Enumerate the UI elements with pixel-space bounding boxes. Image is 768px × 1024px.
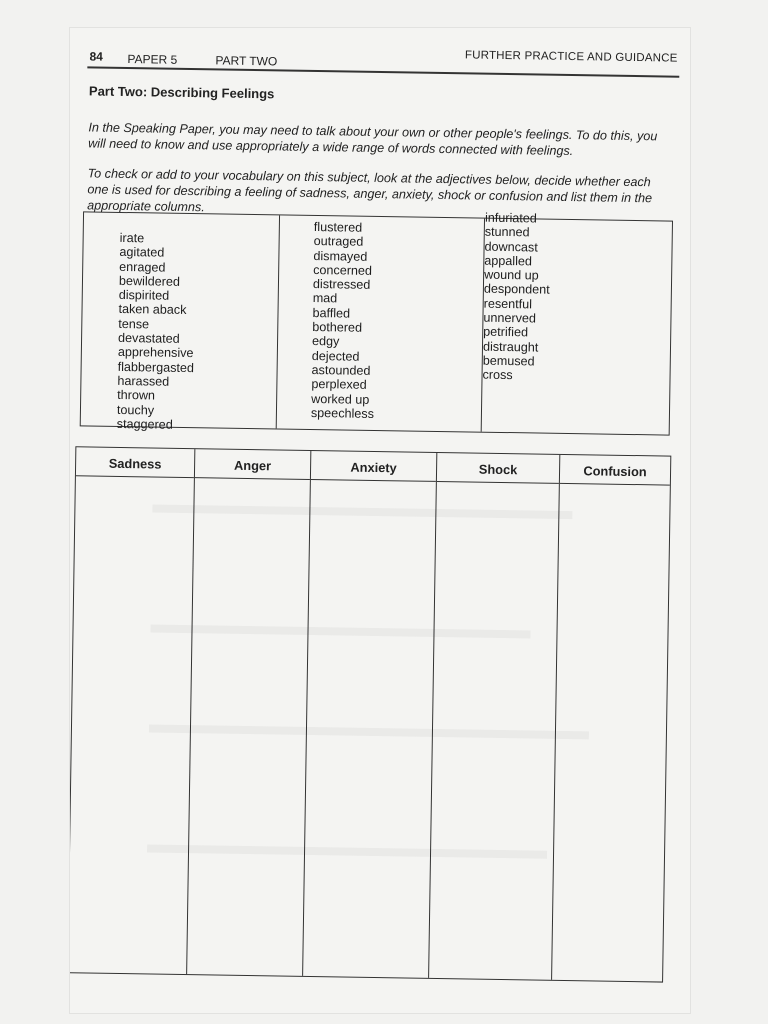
adjective: bemused [482,353,535,369]
adjective: apprehensive [117,345,194,361]
adjective: dismayed [313,248,368,264]
adjective: devastated [117,331,180,346]
page-number: 84 [89,49,103,64]
adjective: perplexed [311,377,367,393]
adjective: dispirited [118,288,170,303]
category-column-anger [186,449,310,976]
answer-cell[interactable] [70,477,194,974]
adjective: flabbergasted [117,359,195,375]
category-table [70,446,671,982]
adjective: distraught [482,339,539,355]
adjective: concerned [313,262,373,278]
instruction-paragraph: To check or add to your vocabulary on this subject, look at the adjectives below, decide whether each one is used for describing a feeling of sadness, anger, anxiety, shock or confusion and list them in the appropriate columns. [87,166,653,215]
adjective-column-1 [81,212,279,432]
category-header: Anger [233,457,272,474]
adjective: staggered [116,416,173,432]
category-header: Shock [478,461,518,478]
adjective: petrified [483,325,529,340]
adjective: harassed [117,373,170,389]
page-content [70,28,690,1013]
category-header: Anxiety [350,459,397,476]
adjective: taken aback [118,302,187,318]
adjective: bewildered [118,273,181,289]
adjective-box [80,211,673,435]
adjective: appalled [484,253,533,269]
adjective: unnerved [483,310,537,326]
adjective: cross [482,367,513,383]
adjective: tense [118,316,150,332]
adjective: worked up [311,391,370,407]
adjective: infuriated [484,210,537,226]
adjective: irate [119,230,145,246]
answer-cell[interactable] [303,481,436,978]
adjective: resentful [483,296,533,312]
adjective: edgy [311,334,340,349]
intro-paragraph: In the Speaking Paper, you may need to talk about your own or other people's feelings. To do this, you will need to know and use appropriately a wide range of words connected with feelings. [88,120,658,159]
adjective: agitated [119,245,165,260]
category-column-sadness [70,447,194,974]
adjective: wound up [484,267,539,283]
answer-cell[interactable] [187,479,310,976]
category-column-anxiety [302,451,436,978]
adjective: mad [312,291,338,306]
category-header: Confusion [583,463,647,480]
adjective-column-3 [481,210,671,435]
adjective: stunned [484,224,530,240]
adjective: baffled [312,305,351,321]
adjective: outraged [313,234,364,250]
section-label: FURTHER PRACTICE AND GUIDANCE [464,49,678,65]
answer-cell[interactable] [429,483,559,980]
adjective: enraged [119,259,166,275]
adjective: dejected [311,348,360,364]
category-column-shock [428,453,559,980]
paper-label: PAPER 5 [127,52,178,67]
adjective: astounded [311,362,371,378]
adjective: speechless [310,405,375,421]
section-title: Part Two: Describing Feelings [88,83,275,102]
part-label: PART TWO [215,53,278,69]
category-column-confusion [551,455,670,982]
adjective: touchy [116,402,155,418]
answer-cell[interactable] [552,485,670,982]
adjective: downcast [484,239,538,255]
adjective: despondent [483,282,550,298]
adjective: distressed [312,277,371,293]
adjective: thrown [117,388,156,403]
book-page [70,28,690,1013]
adjective-column-2 [276,215,484,431]
adjective: bothered [312,320,363,335]
adjective: flustered [313,219,363,235]
category-header: Sadness [108,455,162,472]
